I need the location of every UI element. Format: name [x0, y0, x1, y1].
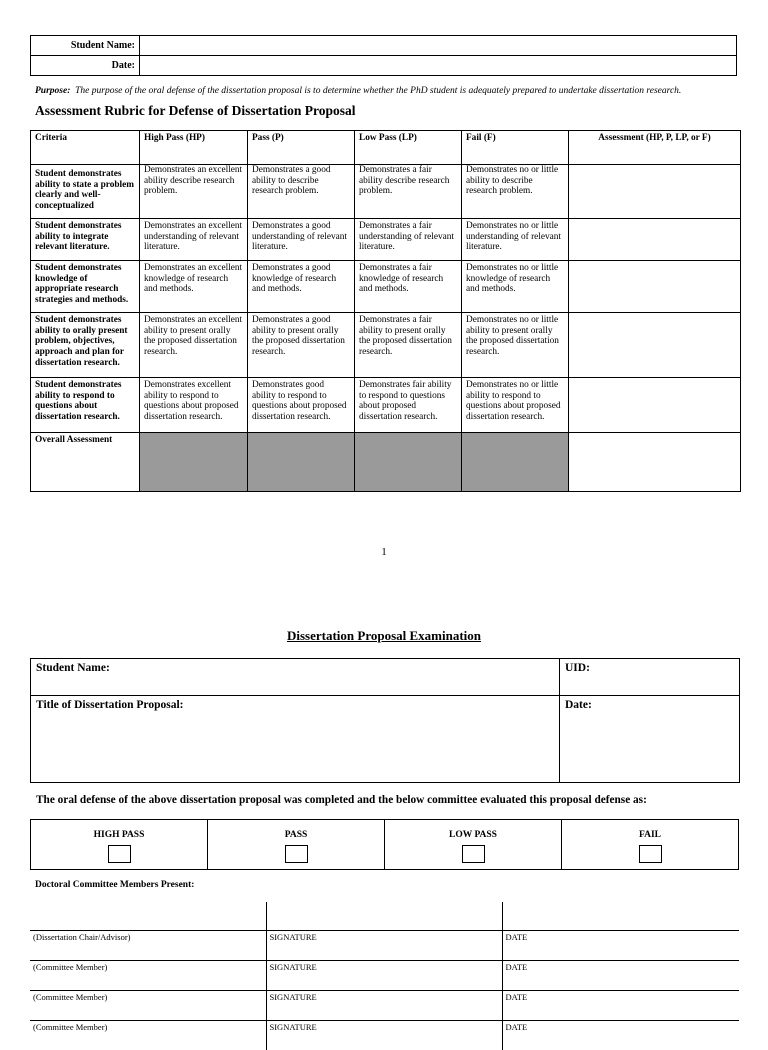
- shaded-cell: [355, 433, 462, 492]
- signature-label: SIGNATURE: [266, 960, 502, 990]
- result-label: LOW PASS: [449, 830, 497, 840]
- rubric-row: [31, 261, 741, 313]
- assessment-rubric-table: [30, 130, 741, 492]
- date-label: DATE: [502, 960, 739, 990]
- signature-row: [30, 1020, 739, 1050]
- result-label: HIGH PASS: [93, 830, 145, 840]
- rubric-row: [31, 378, 741, 433]
- uid-field[interactable]: [560, 659, 740, 696]
- fail-cell: Demonstrates no or little ability to present orally the proposed dissertation research.: [462, 313, 569, 378]
- high-pass-checkbox[interactable]: [108, 845, 131, 863]
- assessment-cell[interactable]: [569, 219, 741, 261]
- signature-row: [30, 990, 739, 1020]
- student-name-field[interactable]: [140, 36, 737, 56]
- role-label: (Committee Member): [30, 990, 266, 1020]
- rubric-header-row: [31, 131, 741, 165]
- date-label: DATE: [502, 930, 739, 960]
- date-label: Date:: [31, 56, 140, 76]
- high-pass-cell: Demonstrates an excellent ability to present orally the proposed dissertation research.: [140, 313, 248, 378]
- shaded-cell: [462, 433, 569, 492]
- low-pass-cell: Demonstrates a fair knowledge of research and methods.: [355, 261, 462, 313]
- exam-info-table: [30, 658, 740, 783]
- signature-row: [30, 960, 739, 990]
- student-name-label: Student Name:: [31, 36, 140, 56]
- result-label: FAIL: [639, 830, 661, 840]
- col-header-assessment: Assessment (HP, P, LP, or F): [569, 131, 741, 165]
- fail-cell: Demonstrates no or little knowledge of research and methods.: [462, 261, 569, 313]
- criteria-cell: Student demonstrates ability to state a problem clearly and well-conceptualized: [31, 165, 140, 219]
- overall-assessment-row: [31, 433, 741, 492]
- exam-student-name-label: Student Name:: [36, 662, 110, 674]
- signature-table: [30, 902, 739, 1050]
- criteria-cell: Student demonstrates ability to respond to questions about dissertation research.: [31, 378, 140, 433]
- page-number: 1: [381, 546, 387, 558]
- low-pass-cell: Demonstrates a fair ability describe research problem.: [355, 165, 462, 219]
- rubric-title: Assessment Rubric for Defense of Dissertation Proposal: [35, 103, 356, 118]
- signature-label: SIGNATURE: [266, 990, 502, 1020]
- criteria-cell: Student demonstrates knowledge of appropriate research strategies and methods.: [31, 261, 140, 313]
- result-option-fail: [562, 820, 739, 870]
- high-pass-cell: Demonstrates an excellent knowledge of research and methods.: [140, 261, 248, 313]
- result-option-high-pass: [31, 820, 208, 870]
- signature-label: SIGNATURE: [266, 1020, 502, 1050]
- oral-defense-statement: The oral defense of the above dissertation proposal was completed and the below committee evaluated this proposal defense as:: [36, 794, 647, 806]
- fail-cell: Demonstrates no or little ability to respond to questions about proposed dissertation research.: [462, 378, 569, 433]
- pass-cell: Demonstrates a good ability to present orally the proposed dissertation research.: [248, 313, 355, 378]
- exam-student-name-field[interactable]: [31, 659, 560, 696]
- role-label: (Dissertation Chair/Advisor): [30, 930, 266, 960]
- result-label: PASS: [284, 830, 308, 840]
- criteria-cell: Student demonstrates ability to integrate relevant literature.: [31, 219, 140, 261]
- pass-checkbox[interactable]: [285, 845, 308, 863]
- committee-members-label: Doctoral Committee Members Present:: [35, 880, 195, 890]
- pass-cell: Demonstrates a good ability to describe research problem.: [248, 165, 355, 219]
- student-info-header: [30, 35, 737, 76]
- proposal-title-field[interactable]: [31, 696, 560, 783]
- col-header-high-pass: High Pass (HP): [140, 131, 248, 165]
- low-pass-checkbox[interactable]: [462, 845, 485, 863]
- purpose-label: Purpose:: [35, 86, 71, 96]
- date-label: DATE: [502, 1020, 739, 1050]
- fail-cell: Demonstrates no or little ability to describe research problem.: [462, 165, 569, 219]
- col-header-low-pass: Low Pass (LP): [355, 131, 462, 165]
- proposal-title-label: Title of Dissertation Proposal:: [36, 699, 184, 711]
- shaded-cell: [248, 433, 355, 492]
- rubric-row: [31, 165, 741, 219]
- col-header-criteria: Criteria: [31, 131, 140, 165]
- signature-label: SIGNATURE: [266, 930, 502, 960]
- low-pass-cell: Demonstrates a fair ability to present orally the proposed dissertation research.: [355, 313, 462, 378]
- date-label: DATE: [502, 990, 739, 1020]
- role-label: (Committee Member): [33, 1021, 108, 1032]
- name-line[interactable]: [30, 902, 266, 930]
- signature-line[interactable]: [266, 902, 502, 930]
- purpose-statement: [35, 86, 735, 96]
- pass-cell: Demonstrates a good understanding of relevant literature.: [248, 219, 355, 261]
- assessment-cell[interactable]: [569, 165, 741, 219]
- assessment-cell[interactable]: [569, 313, 741, 378]
- col-header-pass: Pass (P): [248, 131, 355, 165]
- fail-checkbox[interactable]: [639, 845, 662, 863]
- criteria-cell: Student demonstrates ability to orally present problem, objectives, approach and plan for dissertation research.: [31, 313, 140, 378]
- signature-row: [30, 930, 739, 960]
- date-field[interactable]: [140, 56, 737, 76]
- rubric-row: [31, 219, 741, 261]
- signature-blank-row: [30, 902, 739, 930]
- pass-cell: Demonstrates a good knowledge of research and methods.: [248, 261, 355, 313]
- assessment-cell[interactable]: [569, 378, 741, 433]
- result-options-table: [30, 819, 739, 870]
- shaded-cell: [140, 433, 248, 492]
- low-pass-cell: Demonstrates fair ability to respond to questions about proposed dissertation research.: [355, 378, 462, 433]
- col-header-fail: Fail (F): [462, 131, 569, 165]
- low-pass-cell: Demonstrates a fair understanding of relevant literature.: [355, 219, 462, 261]
- overall-assessment-cell[interactable]: [569, 433, 741, 492]
- role-label: (Committee Member): [30, 960, 266, 990]
- high-pass-cell: Demonstrates an excellent ability describe research problem.: [140, 165, 248, 219]
- exam-title: [0, 628, 768, 644]
- exam-date-label: Date:: [565, 699, 592, 711]
- rubric-row: [31, 313, 741, 378]
- high-pass-cell: Demonstrates excellent ability to respond to questions about proposed dissertation research.: [140, 378, 248, 433]
- result-option-pass: [208, 820, 385, 870]
- assessment-cell[interactable]: [569, 261, 741, 313]
- fail-cell: Demonstrates no or little understanding of relevant literature.: [462, 219, 569, 261]
- date-line[interactable]: [502, 902, 739, 930]
- overall-assessment-label: Overall Assessment: [31, 433, 140, 492]
- purpose-text: The purpose of the oral defense of the dissertation proposal is to determine whether the PhD student is adequately prepared to undertake dissertation research.: [75, 86, 682, 96]
- uid-label: UID:: [565, 662, 590, 674]
- pass-cell: Demonstrates good ability to respond to questions about proposed dissertation research.: [248, 378, 355, 433]
- high-pass-cell: Demonstrates an excellent understanding of relevant literature.: [140, 219, 248, 261]
- exam-title-text: Dissertation Proposal Examination: [286, 628, 482, 643]
- exam-date-field[interactable]: [560, 696, 740, 783]
- result-option-low-pass: [385, 820, 562, 870]
